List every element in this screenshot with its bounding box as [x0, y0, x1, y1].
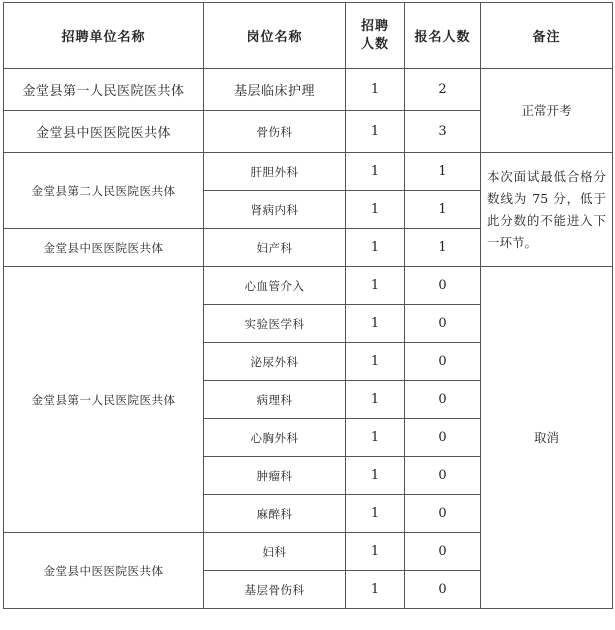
- table-row: [4, 153, 613, 191]
- quota-cell: 1: [346, 343, 405, 381]
- header-applicants: 报名人数: [405, 3, 481, 69]
- position-cell: 基层临床护理: [204, 69, 346, 111]
- unit-cell: 金堂县第二人民医院医共体: [4, 153, 204, 229]
- position-cell: 肾病内科: [204, 191, 346, 229]
- applicants-cell: 1: [405, 153, 481, 191]
- applicants-cell: 0: [405, 381, 481, 419]
- header-quota-line1: 招聘: [360, 18, 389, 34]
- applicants-cell: 0: [405, 495, 481, 533]
- applicants-cell: 3: [405, 111, 481, 153]
- header-remarks: 备注: [481, 3, 613, 69]
- remark-min-score: 本次面试最低合格分数线为 75 分，低于此分数的不能进入下一环节。: [481, 153, 613, 267]
- applicants-cell: 0: [405, 533, 481, 571]
- position-cell: 心胸外科: [204, 419, 346, 457]
- header-quota-line2: 人数: [360, 36, 389, 52]
- quota-cell: 1: [346, 419, 405, 457]
- position-cell: 泌尿外科: [204, 343, 346, 381]
- header-row: [4, 3, 613, 69]
- quota-cell: 1: [346, 267, 405, 305]
- applicants-cell: 0: [405, 343, 481, 381]
- applicants-cell: 2: [405, 69, 481, 111]
- position-cell: 肿瘤科: [204, 457, 346, 495]
- unit-cell: 金堂县第一人民医院医共体: [4, 69, 204, 111]
- quota-cell: 1: [346, 571, 405, 609]
- header-unit: 招聘单位名称: [4, 3, 204, 69]
- position-cell: 骨伤科: [204, 111, 346, 153]
- position-cell: 实验医学科: [204, 305, 346, 343]
- applicants-cell: 0: [405, 267, 481, 305]
- applicants-cell: 0: [405, 305, 481, 343]
- applicants-cell: 1: [405, 229, 481, 267]
- unit-cell: 金堂县中医医院医共体: [4, 533, 204, 609]
- header-position: 岗位名称: [204, 3, 346, 69]
- quota-cell: 1: [346, 305, 405, 343]
- quota-cell: 1: [346, 229, 405, 267]
- position-cell: 肝胆外科: [204, 153, 346, 191]
- position-cell: 妇科: [204, 533, 346, 571]
- quota-cell: 1: [346, 111, 405, 153]
- unit-cell: 金堂县第一人民医院医共体: [4, 267, 204, 533]
- unit-cell: 金堂县中医医院医共体: [4, 229, 204, 267]
- quota-cell: 1: [346, 457, 405, 495]
- applicants-cell: 0: [405, 419, 481, 457]
- position-cell: 心血管介入: [204, 267, 346, 305]
- position-cell: 麻醉科: [204, 495, 346, 533]
- quota-cell: 1: [346, 381, 405, 419]
- applicants-cell: 1: [405, 191, 481, 229]
- position-cell: 基层骨伤科: [204, 571, 346, 609]
- remark-cancelled: 取消: [481, 267, 613, 609]
- position-cell: 妇产科: [204, 229, 346, 267]
- quota-cell: 1: [346, 69, 405, 111]
- position-cell: 病理科: [204, 381, 346, 419]
- table-row: [4, 69, 613, 111]
- unit-cell: 金堂县中医医院医共体: [4, 111, 204, 153]
- table-row: [4, 267, 613, 305]
- applicants-cell: 0: [405, 457, 481, 495]
- quota-cell: 1: [346, 533, 405, 571]
- quota-cell: 1: [346, 191, 405, 229]
- header-quota: [346, 3, 405, 69]
- applicants-cell: 0: [405, 571, 481, 609]
- quota-cell: 1: [346, 153, 405, 191]
- quota-cell: 1: [346, 495, 405, 533]
- recruitment-table: [3, 2, 613, 609]
- remark-normal: 正常开考: [481, 69, 613, 153]
